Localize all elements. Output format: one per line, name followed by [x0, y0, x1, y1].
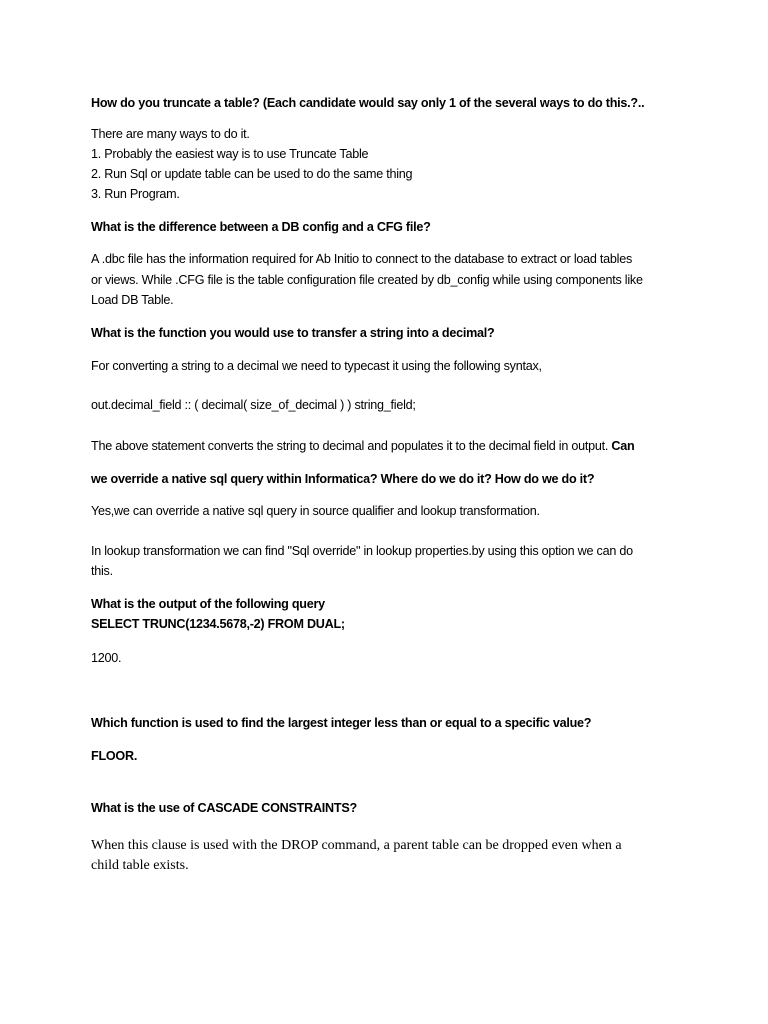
answer-line: 2. Run Sql or update table can be used to do the same thing — [91, 167, 413, 181]
answer-line — [91, 438, 634, 454]
question-largest-integer: Which function is used to find the largest integer less than or equal to a specific value? — [91, 716, 592, 730]
answer-line: Yes,we can override a native sql query in source qualifier and lookup transformation. — [91, 504, 540, 518]
answer-floor: FLOOR. — [91, 749, 138, 763]
answer-line: child table exists. — [91, 858, 189, 873]
answer-line: In lookup transformation we can find "Sql override" in lookup properties.by using this option we can do — [91, 544, 633, 558]
answer-line: or views. While .CFG file is the table configuration file created by db_config while using components like — [91, 273, 643, 287]
question-start: Can — [611, 439, 635, 453]
code-syntax: out.decimal_field :: ( decimal( size_of_decimal ) ) string_field; — [91, 398, 416, 412]
answer-line: There are many ways to do it. — [91, 127, 250, 141]
answer-text: The above statement converts the string to decimal and populates it to the decimal field in output. — [91, 439, 609, 453]
question-string-decimal: What is the function you would use to transfer a string into a decimal? — [91, 326, 495, 340]
question-trunc-output: What is the output of the following query — [91, 597, 325, 611]
question-truncate: How do you truncate a table? (Each candidate would say only 1 of the several ways to do this.?.. — [91, 96, 645, 110]
question-dbc-cfg: What is the difference between a DB config and a CFG file? — [91, 220, 431, 234]
answer-line: Load DB Table. — [91, 293, 174, 307]
answer-line: 3. Run Program. — [91, 187, 180, 201]
answer-line: A .dbc file has the information required for Ab Initio to connect to the database to extract or load tables — [91, 252, 633, 266]
question-cascade: What is the use of CASCADE CONSTRAINTS? — [91, 801, 357, 815]
question-sql-query: SELECT TRUNC(1234.5678,-2) FROM DUAL; — [91, 617, 345, 631]
answer-line: this. — [91, 564, 113, 578]
answer-line: 1200. — [91, 651, 122, 665]
answer-line: For converting a string to a decimal we need to typecast it using the following syntax, — [91, 359, 542, 373]
question-sql-override: we override a native sql query within Informatica? Where do we do it? How do we do it? — [91, 472, 595, 486]
answer-line: When this clause is used with the DROP command, a parent table can be dropped even when a — [91, 838, 622, 853]
answer-line: 1. Probably the easiest way is to use Truncate Table — [91, 147, 369, 161]
